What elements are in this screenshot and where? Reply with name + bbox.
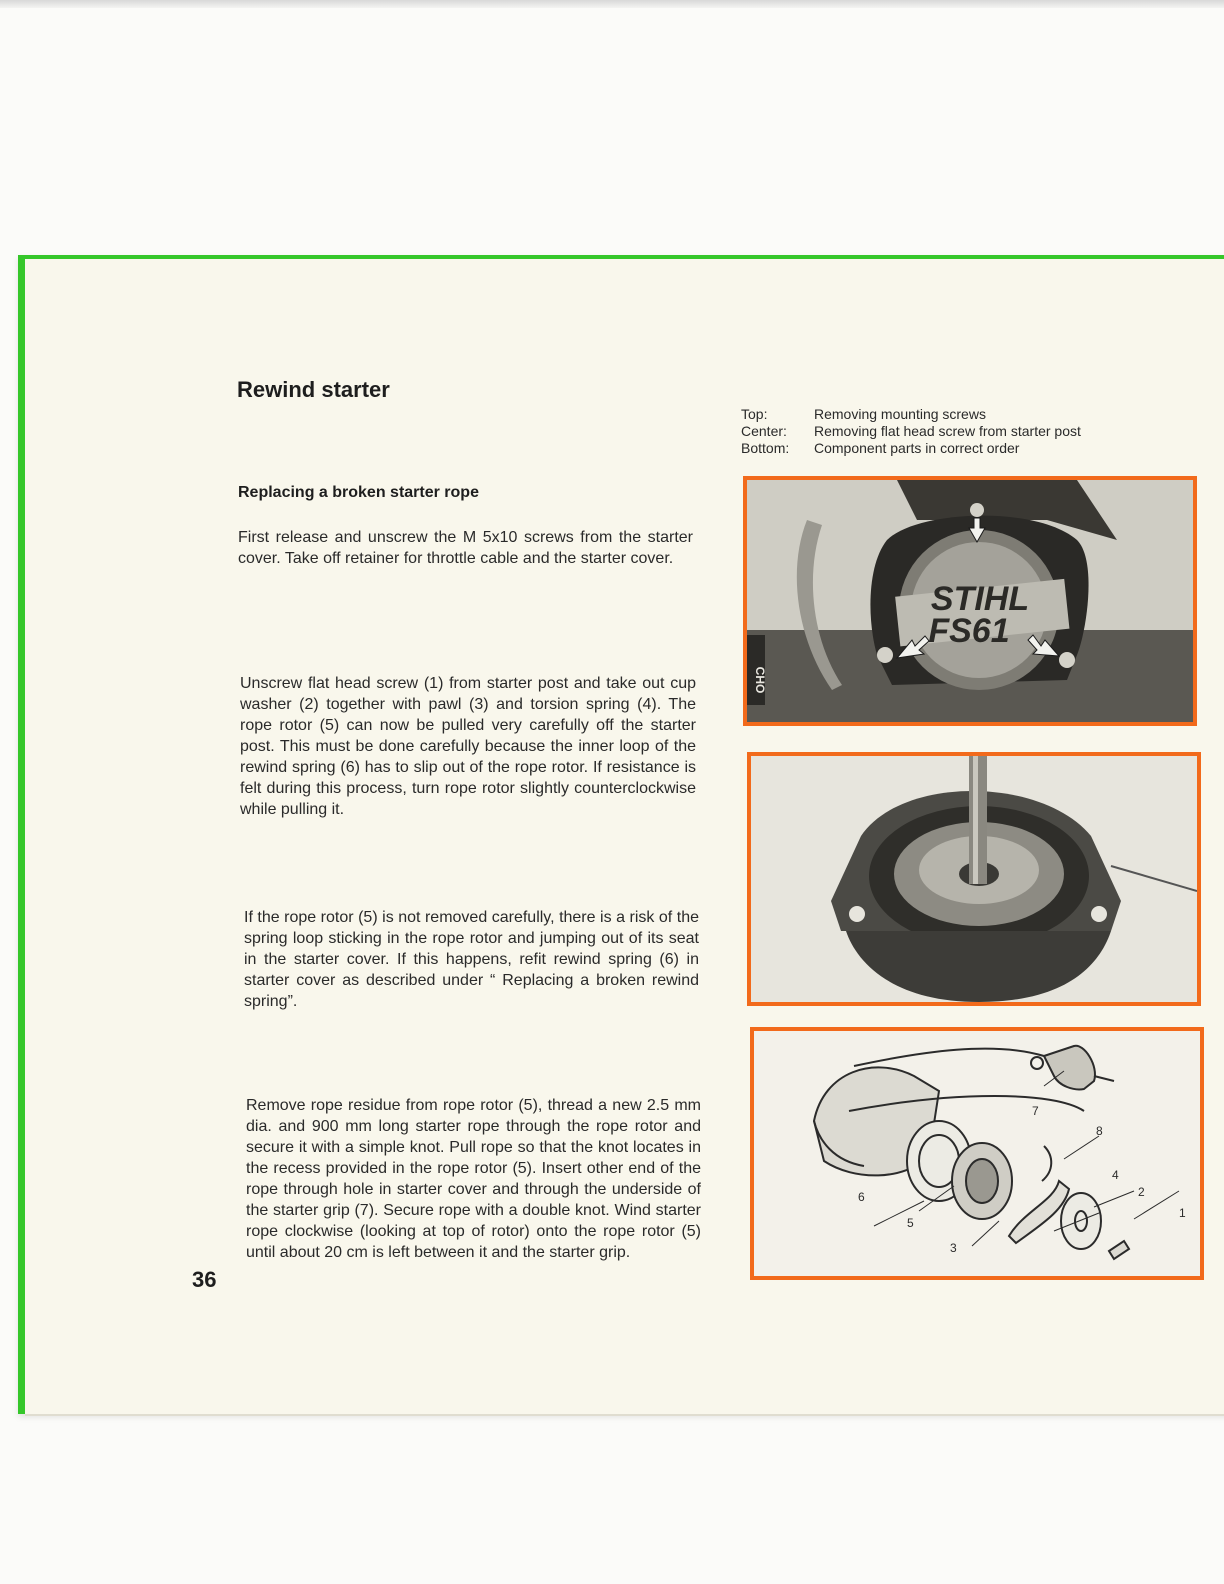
callout-label: 5	[907, 1216, 914, 1230]
caption-key: Bottom:	[741, 440, 790, 456]
starter-post-photo-illustration	[751, 756, 1197, 1002]
paragraph-risk-note: If the rope rotor (5) is not removed carefully, there is a risk of the spring loop sticking in the rope rotor and jumping out of its seat in the starter cover. If this happens, refit rewind spring (6) in starter cover as described under “ Replacing a broken rewind spring”.	[244, 909, 699, 1010]
callout-label: 4	[1112, 1168, 1119, 1182]
caption-row-bottom	[741, 440, 1081, 457]
page-number: 36	[192, 1267, 217, 1292]
side-label-text: CHO	[753, 666, 767, 694]
caption-key: Center:	[741, 423, 787, 439]
brand-text-stihl: STIHL	[930, 580, 1030, 618]
section-title: Rewind starter	[237, 377, 390, 402]
section-subtitle: Replacing a broken starter rope	[238, 484, 479, 501]
diagram-component-parts	[750, 1027, 1204, 1280]
paragraph-remove-cover: First release and unscrew the M 5x10 screws from the starter cover. Take off retainer for throttle cable and the starter cover.	[238, 529, 693, 567]
callout-label: 2	[1138, 1185, 1145, 1199]
caption-key: Top:	[741, 406, 768, 422]
paragraph-remove-rotor: Unscrew flat head screw (1) from starter post and take out cup washer (2) together with pawl (3) and torsion spring (4). The rope rotor (5) can now be pulled very carefully off the starter post. This must be done carefully because the inner loop of the rewind spring (6) has to slip out of the rope rotor. If resistance is felt during this process, turn rope rotor slightly counterclockwise while pulling it.	[240, 675, 696, 818]
photo-removing-flat-head-screw	[747, 752, 1201, 1006]
callout-label: 7	[1032, 1104, 1039, 1118]
scan-top-edge	[0, 0, 1224, 8]
caption-text: Removing flat head screw from starter post	[814, 423, 1081, 439]
callout-label: 6	[858, 1190, 865, 1204]
caption-text: Component parts in correct order	[814, 440, 1020, 456]
manual-page	[18, 255, 1224, 1414]
photo-captions	[741, 406, 1081, 457]
caption-text: Removing mounting screws	[814, 406, 986, 422]
caption-row-top	[741, 406, 1081, 423]
paragraph-new-rope: Remove rope residue from rope rotor (5), thread a new 2.5 mm dia. and 900 mm long starter rope through the rope rotor and secure it with a simple knot. Pull rope so that the knot locates in the recess provided in the rope rotor (5). Insert other end of the rope through hole in starter cover and through the underside of the starter grip (7). Secure rope with a double knot. Wind starter rope clockwise (looking at top of rotor) onto the rope rotor (5) until about 20 cm is left between it and the starter grip.	[246, 1097, 701, 1261]
caption-row-center	[741, 423, 1081, 440]
brand-text-model: FS61	[928, 612, 1010, 650]
exploded-parts-diagram	[754, 1031, 1200, 1276]
photo-removing-mounting-screws	[743, 476, 1197, 726]
callout-label: 1	[1179, 1206, 1186, 1220]
callout-label: 3	[950, 1241, 957, 1255]
starter-cover-photo-illustration	[747, 480, 1193, 722]
callout-label: 8	[1096, 1124, 1103, 1138]
